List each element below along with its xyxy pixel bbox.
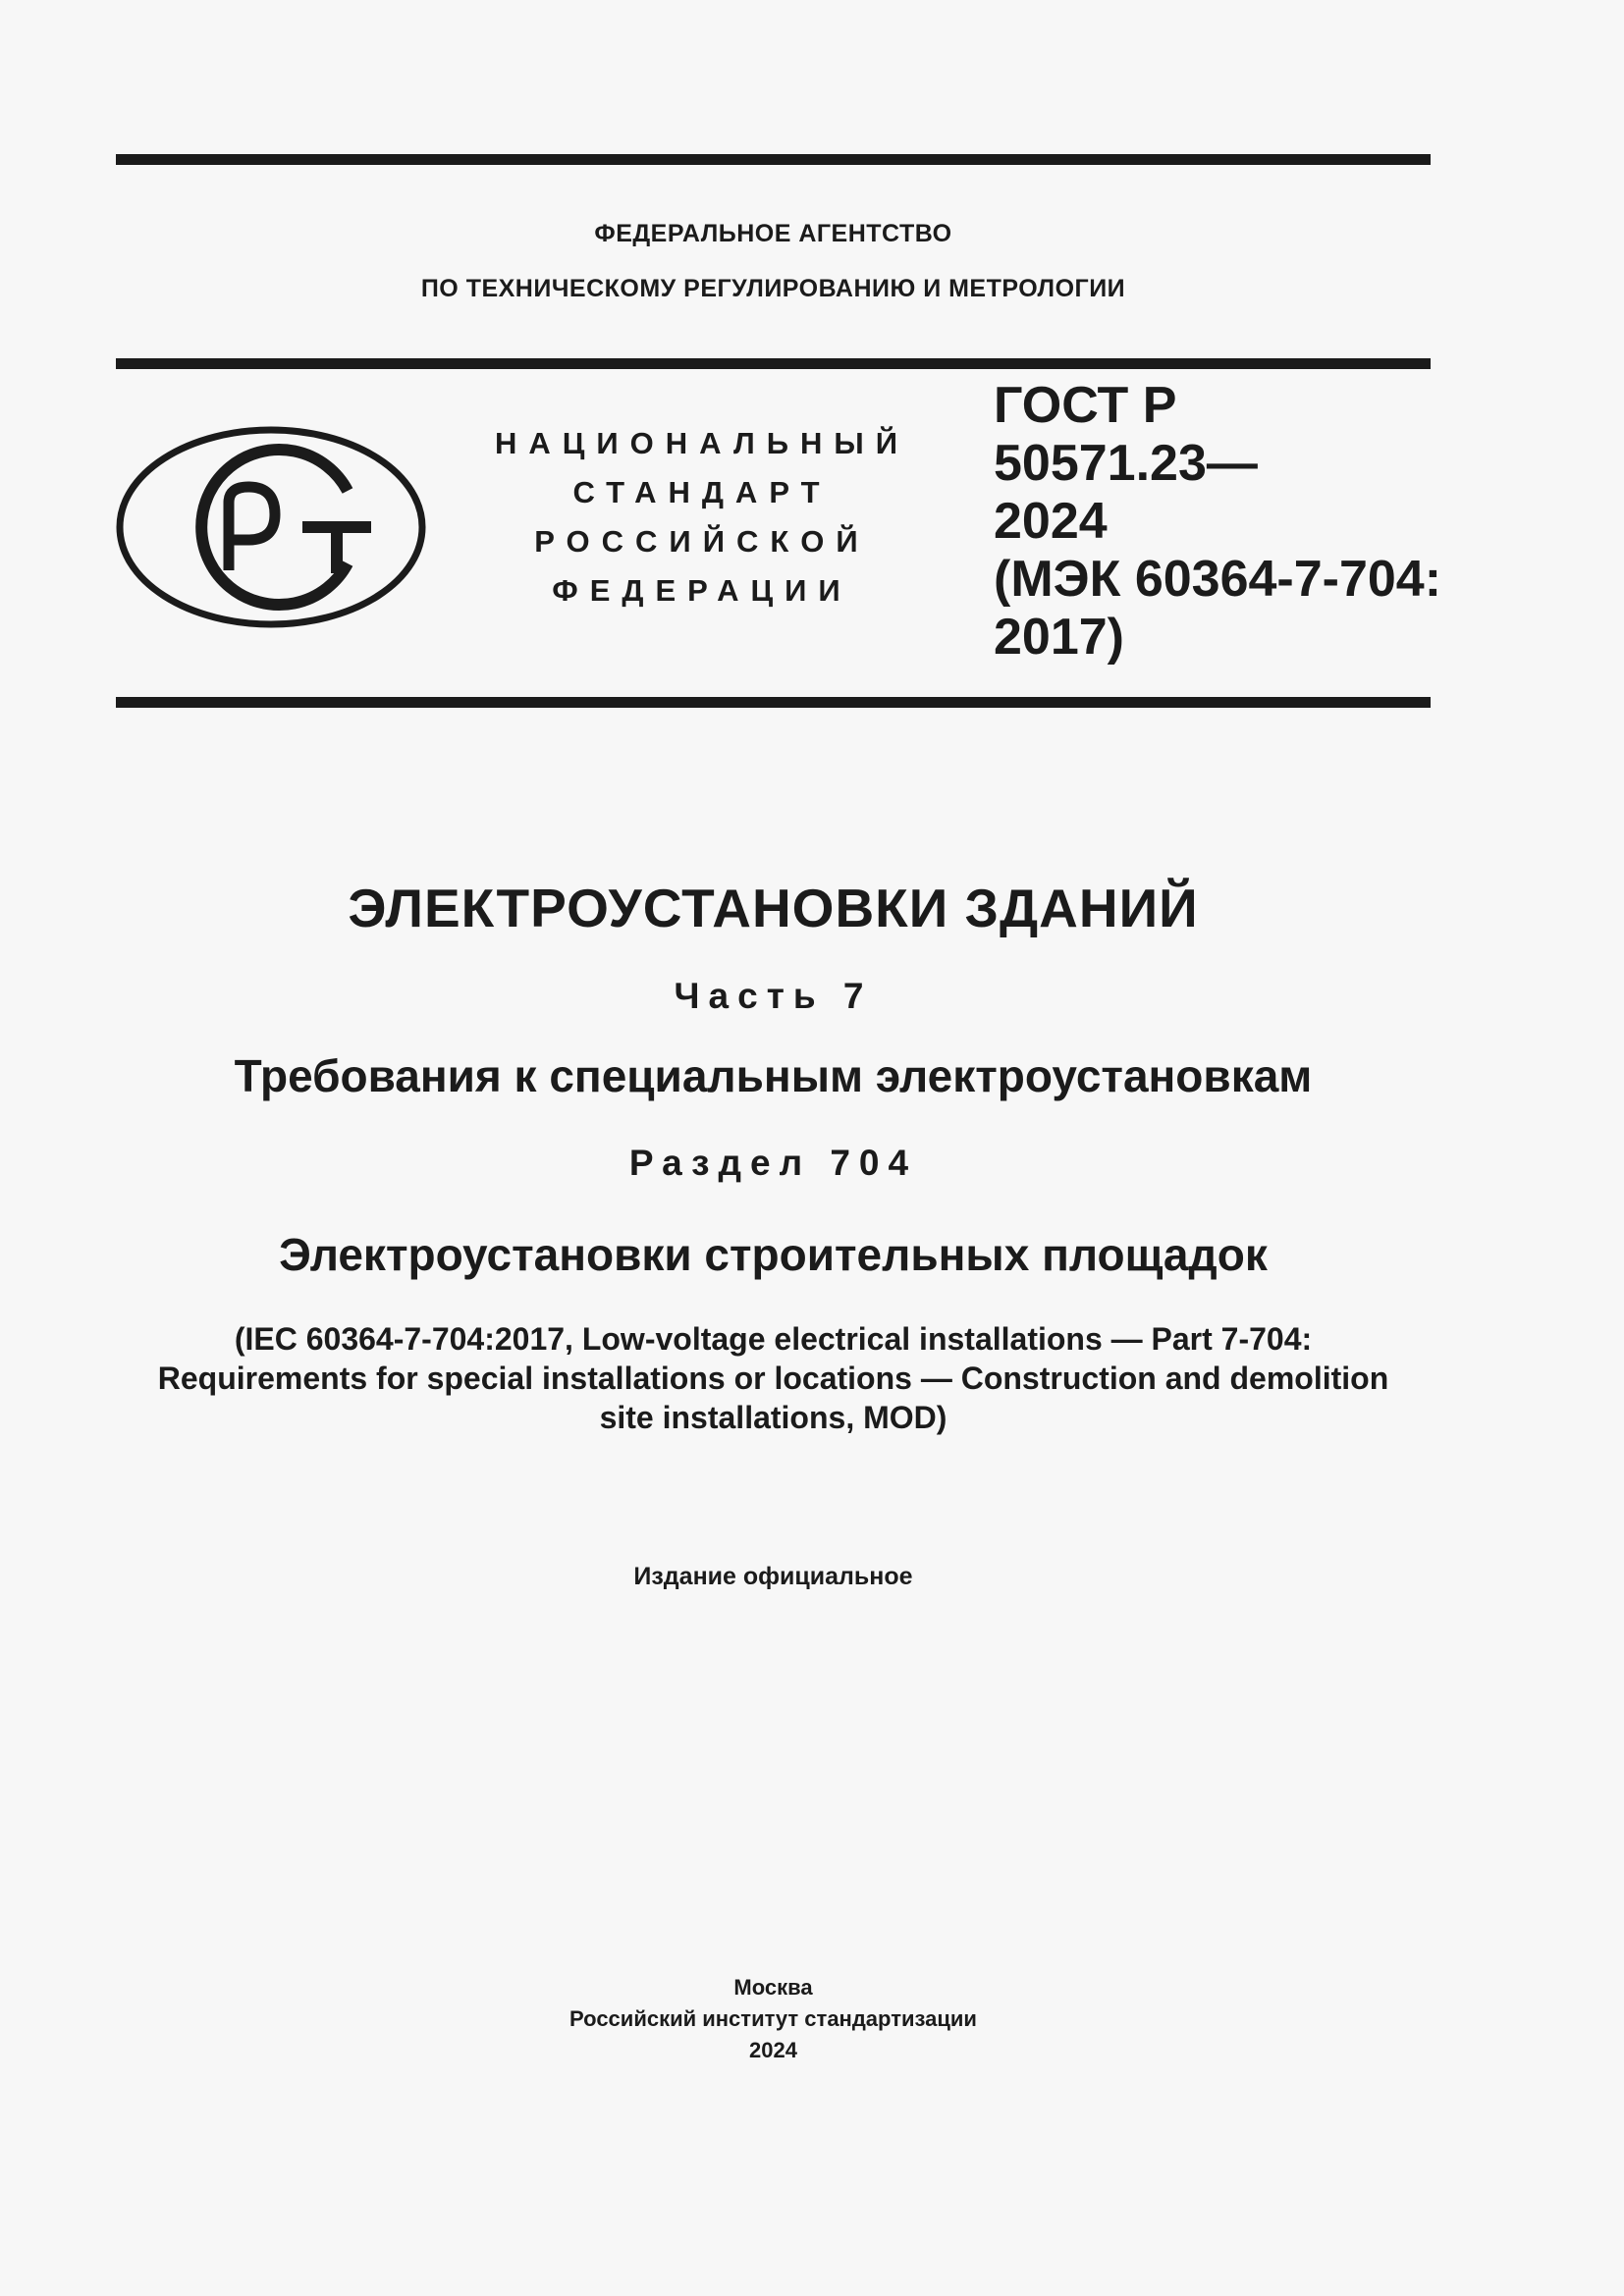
standard-type-line-1: НАЦИОНАЛЬНЫЙ (494, 426, 910, 460)
designation-line-2: 50571.23— (994, 435, 1258, 492)
part-title: Требования к специальным электроустановкам (234, 1050, 1313, 1101)
section-label: Раздел 704 (628, 1143, 918, 1183)
imprint (116, 1972, 1431, 2066)
imprint-publisher: Российский институт стандартизации (569, 2006, 977, 2031)
iec-reference-line-1: (IEC 60364-7-704:2017, Low-voltage electrical installations — Part 7-704: (234, 1321, 1313, 1357)
standard-type-line-2: СТАНДАРТ (572, 475, 832, 509)
iec-reference-line-2: Requirements for special installations or locations — Construction and demolition (157, 1361, 1389, 1396)
standard-type-line-4: ФЕДЕРАЦИИ (552, 573, 852, 608)
iec-reference-line-3: site installations, MOD) (599, 1400, 947, 1435)
rst-logo (116, 424, 430, 630)
edition-label: Издание официальное (633, 1563, 913, 1590)
agency-line-1: ФЕДЕРАЛЬНОЕ АГЕНТСТВО (594, 220, 952, 247)
agency-line-2: ПО ТЕХНИЧЕСКОМУ РЕГУЛИРОВАНИЮ И МЕТРОЛОГИИ (420, 275, 1126, 302)
designation-rule (116, 697, 1431, 708)
iec-reference (116, 1319, 1431, 1437)
designation-line-1: ГОСТ Р (994, 377, 1177, 434)
top-rule (116, 154, 1431, 165)
imprint-year: 2024 (749, 2038, 797, 2062)
rst-certification-mark-icon (116, 424, 430, 630)
section-title: Электроустановки строительных площадок (279, 1229, 1268, 1280)
designation-line-5: 2017) (994, 609, 1124, 666)
header-rule (116, 358, 1431, 369)
rst-logo-text: РСТ (116, 424, 118, 425)
designation-line-3: 2024 (994, 493, 1108, 550)
part-label: Часть 7 (674, 976, 873, 1016)
standard-type-line-3: РОССИЙСКОЙ (534, 524, 870, 559)
main-title: ЭЛЕКТРОУСТАНОВКИ ЗДАНИЙ (348, 878, 1199, 938)
designation-line-4: (МЭК 60364-7-704: (994, 551, 1442, 608)
imprint-city: Москва (733, 1975, 813, 2000)
